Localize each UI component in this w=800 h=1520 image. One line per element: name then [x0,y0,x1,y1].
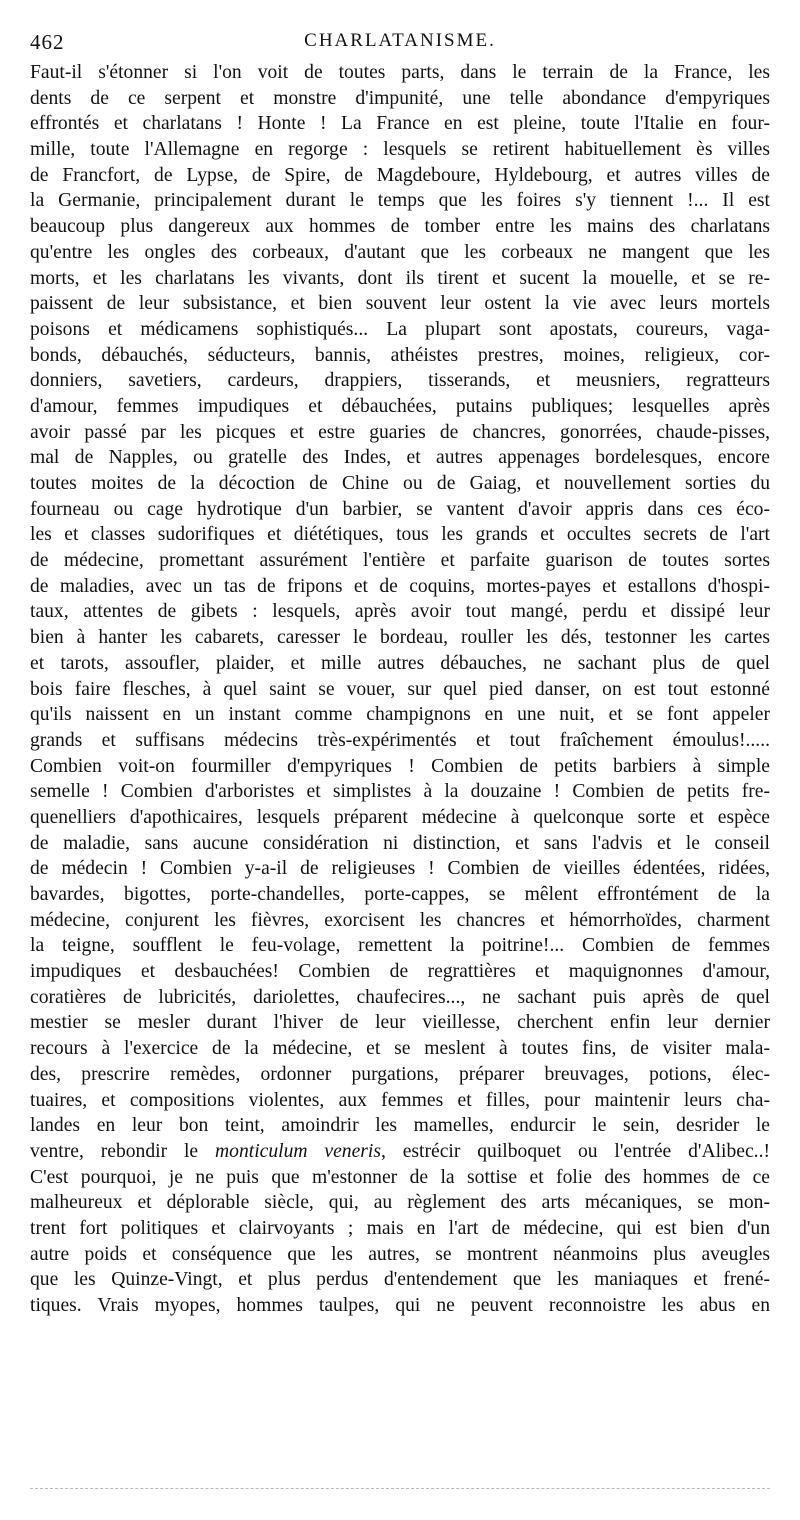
text-segment: ventre, rebondir le [30,1140,215,1162]
text-line: de médecine, promettant assurément l'entière et parfaite guarison de toutes sortes [30,550,770,572]
text-line: poisons et médicamens sophistiqués... La plupart sont apostats, coureurs, vaga- [30,318,770,340]
running-head [30,30,770,58]
text-line: bien à hanter les cabarets, caresser le bordeau, rouller les dés, testonner les cartes [30,627,770,649]
text-line: les et classes sudorifiques et diététiques, tous les grands et occultes secrets de l'art [30,524,770,546]
text-line: médecine, conjurent les fièvres, exorcisent les chancres et hémorrhoïdes, charment [30,909,770,931]
text-line: malheureux et déplorable siècle, qui, au règlement des arts mécaniques, se mon- [30,1192,770,1214]
text-line: C'est pourquoi, je ne puis que m'estonner de la sottise et folie des hommes de ce [30,1166,770,1188]
text-line: fourneau ou cage hydrotique d'un barbier, se vantent d'avoir appris dans ces éco- [30,498,770,520]
text-line: de maladies, avec un tas de fripons et de coquins, mortes-payes et estallons d'hospi- [30,575,770,597]
text-line: quenelliers d'apothicaires, lesquels préparent médecine à quelconque sorte et espèce [30,806,770,828]
body-text [30,60,770,1319]
text-line: mestier se mesler durant l'hiver de leur vieillesse, cherchent enfin leur dernier [30,1012,770,1034]
text-line: tiques. Vrais myopes, hommes taulpes, qui ne peuvent reconnoistre les abus en [30,1295,770,1316]
text-line: bavardes, bigottes, porte-chandelles, porte-cappes, se mêlent effrontément de la [30,884,770,905]
text-line: taux, attentes de gibets : lesquels, après avoir tout mangé, perdu et dissipé leur [30,601,770,623]
text-line: grands et suffisans médecins très-expérimentés et tout fraîchement émoulus!..... [30,729,770,751]
text-line: tuaires, et compositions violentes, aux femmes et filles, pour maintenir leurs cha- [30,1089,770,1111]
text-line: et tarots, assoufler, plaider, et mille autres débauches, ne sachant plus de quel [30,652,770,674]
text-line: beaucoup plus dangereux aux hommes de tomber entre les mains des charlatans [30,216,770,238]
text-line: avoir passé par les picques et estre guaries de chancres, gonorrées, chaude-pisses, [30,421,770,443]
text-line: Faut-il s'étonner si l'on voit de toutes parts, dans le terrain de la France, les [30,62,770,83]
text-line: qu'entre les ongles des corbeaux, d'autant que les corbeaux ne mangent que les [30,241,770,263]
text-line: toutes moites de la décoction de Chine ou de Gaiag, et nouvellement sorties du [30,473,770,494]
book-page [30,30,770,1319]
text-line: mal de Napples, ou gratelle des Indes, et autres appenages bordelesques, encore [30,447,770,469]
text-line: la Germanie, principalement durant le temps que les foires s'y tiennent !... Il est [30,190,770,212]
text-line: recours à l'exercice de la médecine, et se meslent à toutes fins, de visiter mala- [30,1038,770,1060]
text-line: bois faire flesches, à quel saint se vouer, sur quel pied danser, on est tout estonné [30,678,770,700]
text-line: Combien voit-on fourmiller d'empyriques ! Combien de petits barbiers à simple [30,755,770,777]
text-line: semelle ! Combien d'arboristes et simplistes à la douzaine ! Combien de petits fre- [30,781,770,803]
running-title: CHARLATANISME. [304,30,496,51]
text-line: des, prescrire remèdes, ordonner purgations, préparer breuvages, potions, élec- [30,1063,770,1085]
text-line: qu'ils naissent en un instant comme champignons en une nuit, et se font appeler [30,704,770,726]
text-line: morts, et les charlatans les vivants, dont ils tirent et sucent la mouelle, et se re- [30,267,770,289]
page-number: 462 [30,30,65,54]
text-line: impudiques et desbauchées! Combien de regrattières et maquignonnes d'amour, [30,961,770,983]
bottom-rule [30,1488,770,1489]
text-line: effrontés et charlatans ! Honte ! La France en est pleine, toute l'Italie en four- [30,113,770,135]
text-line: la teigne, soufflent le feu-volage, remettent la poitrine!... Combien de femmes [30,935,770,957]
text-line: landes en leur bon teint, amoindrir les mamelles, endurcir le sein, desrider le [30,1115,770,1137]
text-line: de maladie, sans aucune considération ni distinction, et sans l'advis et le conseil [30,832,770,854]
italic-phrase: monticulum veneris [215,1140,381,1162]
text-line: trent fort politiques et clairvoyants ; mais en l'art de médecine, qui est bien d'un [30,1217,770,1239]
text-line: de Francfort, de Lypse, de Spire, de Magdeboure, Hyldebourg, et autres villes de [30,164,770,186]
text-line: mille, toute l'Allemagne en regorge : lesquels se retirent habituellement ès villes [30,139,770,161]
text-line: paissent de leur subsistance, et bien souvent leur ostent la vie avec leurs mortels [30,293,770,315]
text-line: coratières de lubricités, dariolettes, chaufecires..., ne sachant puis après de quel [30,986,770,1008]
text-line-italic-phrase [30,1139,770,1165]
text-line: donniers, savetiers, cardeurs, drappiers, tisserands, et meusniers, regratteurs [30,370,770,392]
text-line: de médecin ! Combien y-a-il de religieuses ! Combien de vieilles édentées, ridées, [30,858,770,880]
text-line: bonds, débauchés, séducteurs, bannis, athéistes prestres, moines, religieux, cor- [30,344,770,366]
text-line: que les Quinze-Vingt, et plus perdus d'entendement que les maniaques et frené- [30,1269,770,1291]
text-segment: , estrécir quilboquet ou l'entrée d'Alibec..! [380,1140,770,1162]
text-line: dents de ce serpent et monstre d'impunité, une telle abondance d'empyriques [30,87,770,109]
text-line: autre poids et conséquence que les autres, se montrent néanmoins plus aveugles [30,1243,770,1265]
text-line: d'amour, femmes impudiques et débauchées, putains publiques; lesquelles après [30,395,770,417]
